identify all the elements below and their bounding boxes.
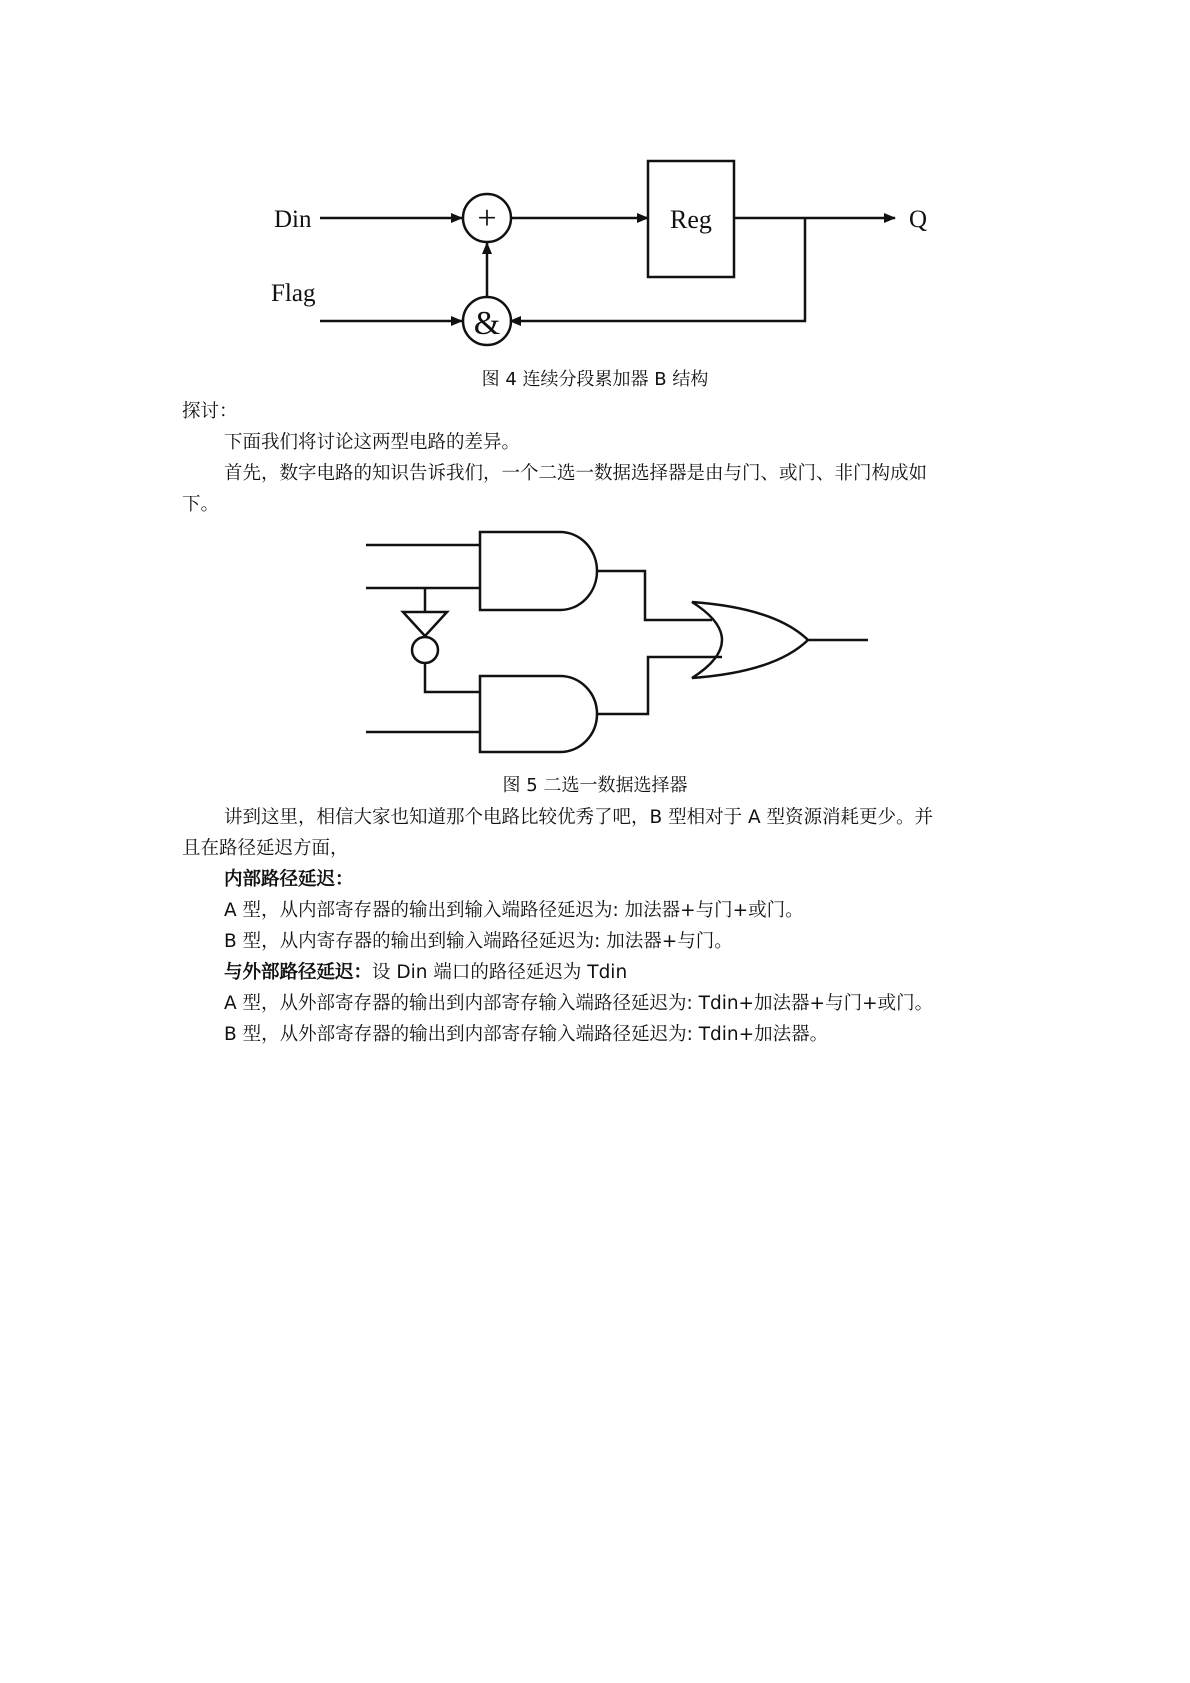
figure-5-caption: 图 5 二选一数据选择器 bbox=[502, 775, 688, 796]
section-heading: 探讨： bbox=[182, 401, 238, 422]
or-gate bbox=[692, 602, 808, 678]
figure-4-caption: 图 4 连续分段累加器 B 结构 bbox=[481, 369, 709, 390]
q-label: Q bbox=[909, 206, 928, 233]
internal-delay-a: A 型，从内部寄存器的输出到输入端路径延迟为: 加法器+与门+或门。 bbox=[224, 900, 804, 921]
not-gate bbox=[403, 612, 447, 636]
discussion-line-2: 且在路径延迟方面， bbox=[182, 838, 349, 859]
external-delay-heading-tail: 设 Din 端口的路径延迟为 Tdin bbox=[372, 962, 628, 983]
discussion-line-1: 讲到这里，相信大家也知道那个电路比较优秀了吧，B 型相对于 A 型资源消耗更少。并 bbox=[224, 807, 933, 828]
and-gate-top bbox=[480, 532, 597, 610]
external-delay-heading: 与外部路径延迟： bbox=[224, 962, 373, 983]
and-symbol: & bbox=[473, 305, 501, 342]
intro-line-3: 下。 bbox=[182, 494, 220, 515]
external-delay-b: B 型，从外部寄存器的输出到内部寄存输入端路径延迟为: Tdin+加法器。 bbox=[224, 1024, 829, 1045]
external-delay-row bbox=[224, 961, 627, 985]
and-gate-bottom bbox=[480, 676, 597, 752]
intro-line-2: 首先，数字电路的知识告诉我们，一个二选一数据选择器是由与门、或门、非门构成如 bbox=[224, 463, 928, 484]
figure-5-mux-diagram bbox=[0, 0, 1190, 790]
intro-line-1: 下面我们将讨论这两型电路的差异。 bbox=[224, 432, 521, 453]
and-bottom-output-wire bbox=[597, 657, 722, 714]
din-label: Din bbox=[274, 206, 312, 233]
internal-delay-b: B 型，从内寄存器的输出到输入端路径延迟为: 加法器+与门。 bbox=[224, 931, 733, 952]
and-top-output-wire bbox=[597, 571, 712, 620]
external-delay-a: A 型，从外部寄存器的输出到内部寄存输入端路径延迟为: Tdin+加法器+与门+或门。 bbox=[224, 993, 934, 1014]
not-gate-bubble bbox=[412, 637, 438, 663]
internal-delay-heading: 内部路径延迟： bbox=[224, 869, 354, 890]
flag-label: Flag bbox=[271, 280, 316, 307]
not-output-wire bbox=[425, 663, 480, 692]
reg-label: Reg bbox=[670, 205, 712, 234]
adder-symbol: + bbox=[477, 200, 497, 237]
